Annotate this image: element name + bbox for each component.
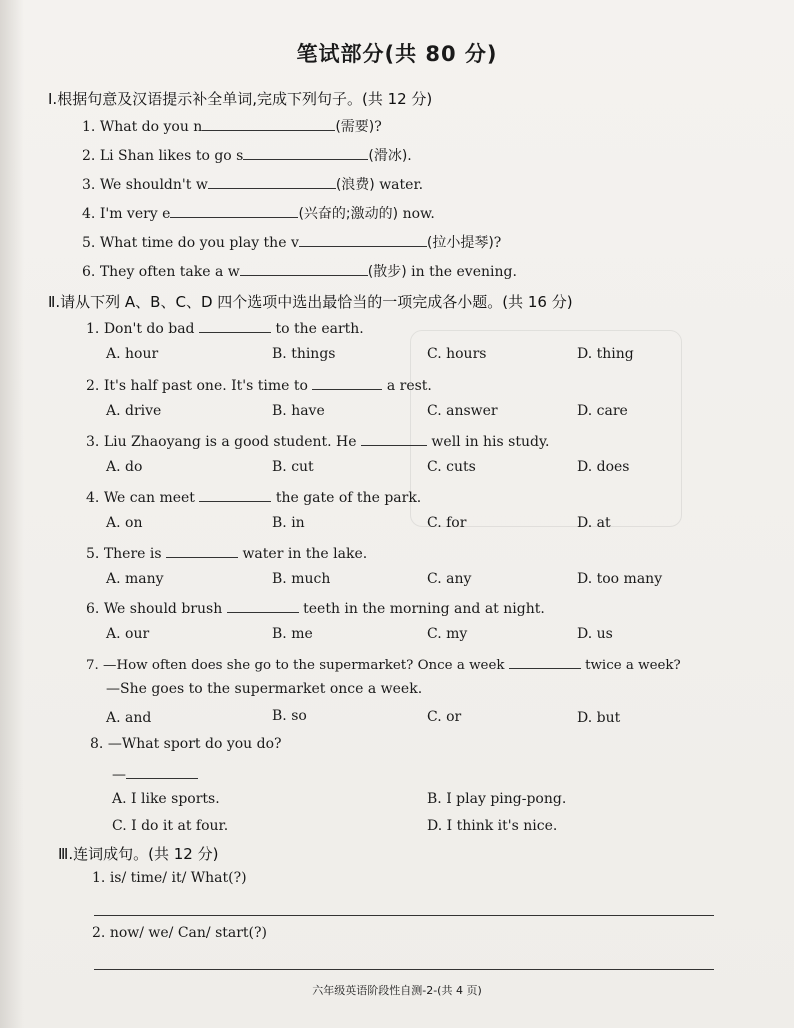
s2-question-8-reply: — <box>112 764 198 783</box>
s1-item-4: 4. I'm very e (兴奋的;激动的) now. <box>82 203 435 223</box>
option-d[interactable]: D. at <box>577 515 611 531</box>
fill-blank[interactable] <box>240 261 368 276</box>
section-2-heading: Ⅱ.请从下列 A、B、C、D 四个选项中选出最恰当的一项完成各小题。(共 16 分) <box>48 293 573 311</box>
fill-blank[interactable] <box>170 203 298 218</box>
option-c[interactable]: C. cuts <box>427 459 476 475</box>
option-a[interactable]: A. do <box>106 459 143 475</box>
option-a[interactable]: A. I like sports. <box>112 791 220 807</box>
s2-question-5: 5. There is water in the lake. <box>86 543 367 562</box>
s2-question-3: 3. Liu Zhaoyang is a good student. He well in his study. <box>86 431 549 450</box>
page-footer: 六年级英语阶段性自测-2-(共 4 页) <box>312 984 482 997</box>
fill-blank[interactable] <box>208 174 336 189</box>
answer-blank[interactable] <box>166 543 238 558</box>
option-d[interactable]: D. us <box>577 626 613 642</box>
option-c[interactable]: C. answer <box>427 403 498 419</box>
option-a[interactable]: A. on <box>106 515 143 531</box>
option-b[interactable]: B. cut <box>272 459 314 475</box>
section-3-heading: Ⅲ.连词成句。(共 12 分) <box>58 845 219 863</box>
s1-item-3: 3. We shouldn't w (浪费) water. <box>82 174 423 194</box>
page-title: 笔试部分(共 80 分) <box>296 42 498 66</box>
option-a[interactable]: A. many <box>106 571 164 587</box>
answer-blank[interactable] <box>199 318 271 333</box>
option-d[interactable]: D. too many <box>577 571 663 587</box>
option-b[interactable]: B. I play ping-pong. <box>427 791 567 807</box>
option-c[interactable]: C. I do it at four. <box>112 818 229 834</box>
answer-blank[interactable] <box>199 487 271 502</box>
option-a[interactable]: A. hour <box>106 346 159 362</box>
answer-blank[interactable] <box>509 654 581 669</box>
section-1-heading: Ⅰ.根据句意及汉语提示补全单词,完成下列句子。(共 12 分) <box>48 90 433 108</box>
option-a[interactable]: A. and <box>106 710 152 726</box>
option-b[interactable]: B. so <box>272 708 307 724</box>
option-c[interactable]: C. any <box>427 571 472 587</box>
option-b[interactable]: B. things <box>272 346 336 362</box>
option-a[interactable]: A. drive <box>106 403 162 419</box>
option-d[interactable]: D. does <box>577 459 630 475</box>
option-b[interactable]: B. in <box>272 515 305 531</box>
s2-question-8: 8. —What sport do you do? <box>90 736 282 752</box>
answer-line[interactable] <box>94 969 714 970</box>
answer-blank[interactable] <box>361 431 427 446</box>
answer-blank[interactable] <box>126 764 198 779</box>
option-d[interactable]: D. care <box>577 403 628 419</box>
page-edge-shadow <box>0 0 24 1028</box>
option-d[interactable]: D. I think it's nice. <box>427 818 558 834</box>
fill-blank[interactable] <box>299 232 427 247</box>
option-d[interactable]: D. thing <box>577 346 634 362</box>
answer-line[interactable] <box>94 915 714 916</box>
s2-question-1: 1. Don't do bad to the earth. <box>86 318 364 337</box>
s2-question-6: 6. We should brush teeth in the morning and at night. <box>86 598 545 617</box>
option-c[interactable]: C. hours <box>427 346 487 362</box>
s1-item-2: 2. Li Shan likes to go s (滑冰). <box>82 145 412 165</box>
s2-question-7: 7. —How often does she go to the supermarket? Once a week twice a week? <box>86 654 681 673</box>
option-c[interactable]: C. or <box>427 709 462 725</box>
s3-item-1: 1. is/ time/ it/ What(?) <box>92 870 247 886</box>
answer-blank[interactable] <box>312 375 382 390</box>
fill-blank[interactable] <box>202 116 335 131</box>
option-b[interactable]: B. much <box>272 571 331 587</box>
s2-question-7-reply: —She goes to the supermarket once a week. <box>106 681 423 697</box>
option-c[interactable]: C. my <box>427 626 468 642</box>
option-a[interactable]: A. our <box>106 626 150 642</box>
s2-question-4: 4. We can meet the gate of the park. <box>86 487 421 506</box>
answer-blank[interactable] <box>227 598 299 613</box>
s1-item-5: 5. What time do you play the v (拉小提琴)? <box>82 232 501 252</box>
s3-item-2: 2. now/ we/ Can/ start(?) <box>92 925 267 941</box>
fill-blank[interactable] <box>243 145 368 160</box>
option-d[interactable]: D. but <box>577 710 621 726</box>
s1-item-6: 6. They often take a w (散步) in the evening. <box>82 261 517 281</box>
option-b[interactable]: B. have <box>272 403 325 419</box>
option-b[interactable]: B. me <box>272 626 313 642</box>
s2-question-2: 2. It's half past one. It's time to a rest. <box>86 375 432 394</box>
option-c[interactable]: C. for <box>427 515 467 531</box>
s1-item-1: 1. What do you n (需要)? <box>82 116 382 136</box>
